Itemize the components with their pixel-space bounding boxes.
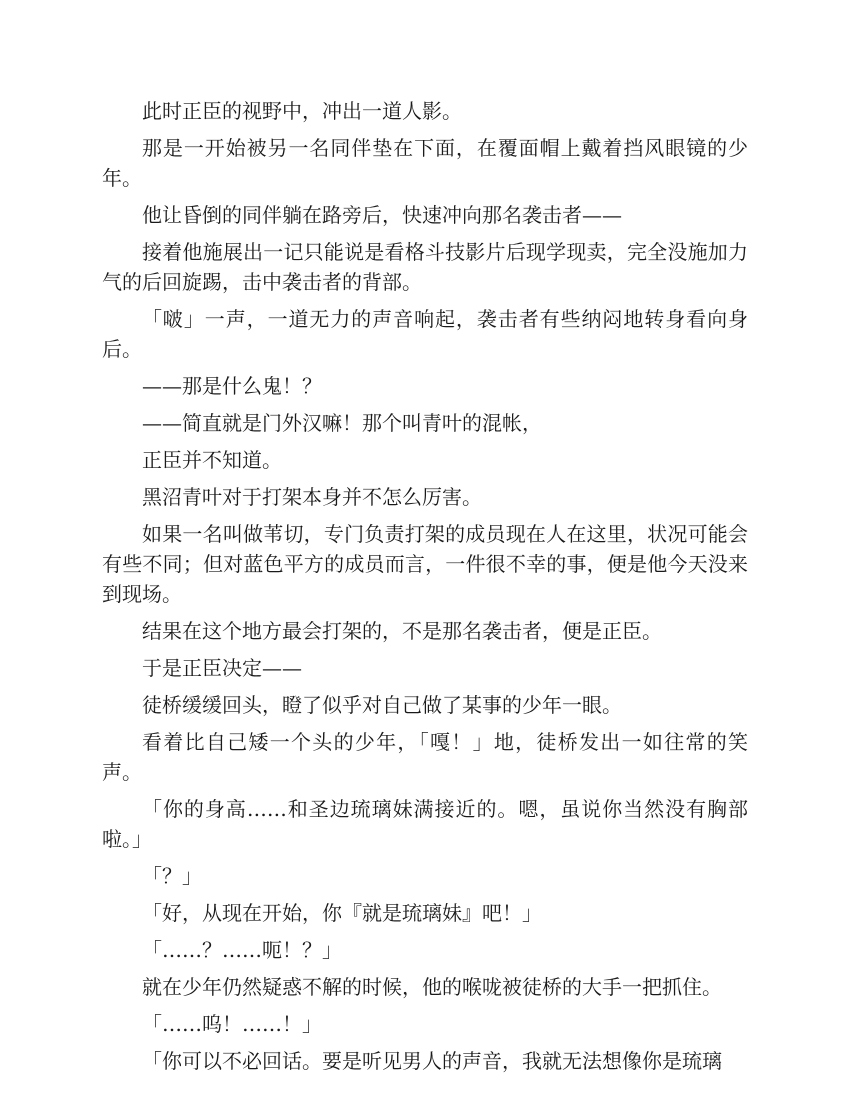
- paragraph: 此时正臣的视野中，冲出一道人影。: [142, 99, 462, 123]
- paragraph: 「？」: [142, 864, 202, 888]
- paragraph: 「……呜！……！」: [142, 1012, 322, 1036]
- paragraph: 他让昏倒的同伴躺在路旁后，快速冲向那名袭击者——: [142, 203, 622, 227]
- paragraph: 结果在这个地方最会打架的，不是那名袭击者，便是正臣。: [142, 619, 662, 643]
- paragraph: 接着他施展出一记只能说是看格斗技影片后现学现卖，完全没施加力气的后回旋踢，击中袭击者的背部。: [102, 240, 748, 294]
- paragraph: 就在少年仍然疑惑不解的时候，他的喉咙被徒桥的大手一把抓住。: [142, 975, 722, 999]
- paragraph: 如果一名叫做苇切，专门负责打架的成员现在人在这里，状况可能会有些不同；但对蓝色平方的成员而言，一件很不幸的事，便是他今天没来到现场。: [102, 522, 748, 606]
- paragraph: 正臣并不知道。: [142, 448, 282, 472]
- paragraph: 「好，从现在开始，你『就是琉璃妹』吧！」: [142, 901, 542, 925]
- paragraph: 看着比自己矮一个头的少年，「嘎！」地，徒桥发出一如往常的笑声。: [102, 730, 748, 784]
- paragraph: 「你可以不必回话。要是听见男人的声音，我就无法想像你是琉璃: [142, 1049, 722, 1073]
- paragraph: 黑沼青叶对于打架本身并不怎么厉害。: [142, 485, 482, 509]
- paragraph: 于是正臣决定——: [142, 656, 302, 680]
- paragraph: 「……？……呃！？」: [142, 938, 342, 962]
- document-page: [102, 96, 748, 1083]
- paragraph: ——那是什么鬼！？: [142, 374, 322, 398]
- paragraph: 「你的身高……和圣边琉璃妹满接近的。嗯，虽说你当然没有胸部啦。」: [102, 797, 748, 851]
- paragraph: ——简直就是门外汉嘛！那个叫青叶的混帐，: [142, 411, 542, 435]
- paragraph: 徒桥缓缓回头，瞪了似乎对自己做了某事的少年一眼。: [142, 693, 622, 717]
- paragraph: 那是一开始被另一名同伴垫在下面，在覆面帽上戴着挡风眼镜的少年。: [102, 136, 748, 190]
- paragraph: 「啵」一声，一道无力的声音响起，袭击者有些纳闷地转身看向身后。: [102, 307, 748, 361]
